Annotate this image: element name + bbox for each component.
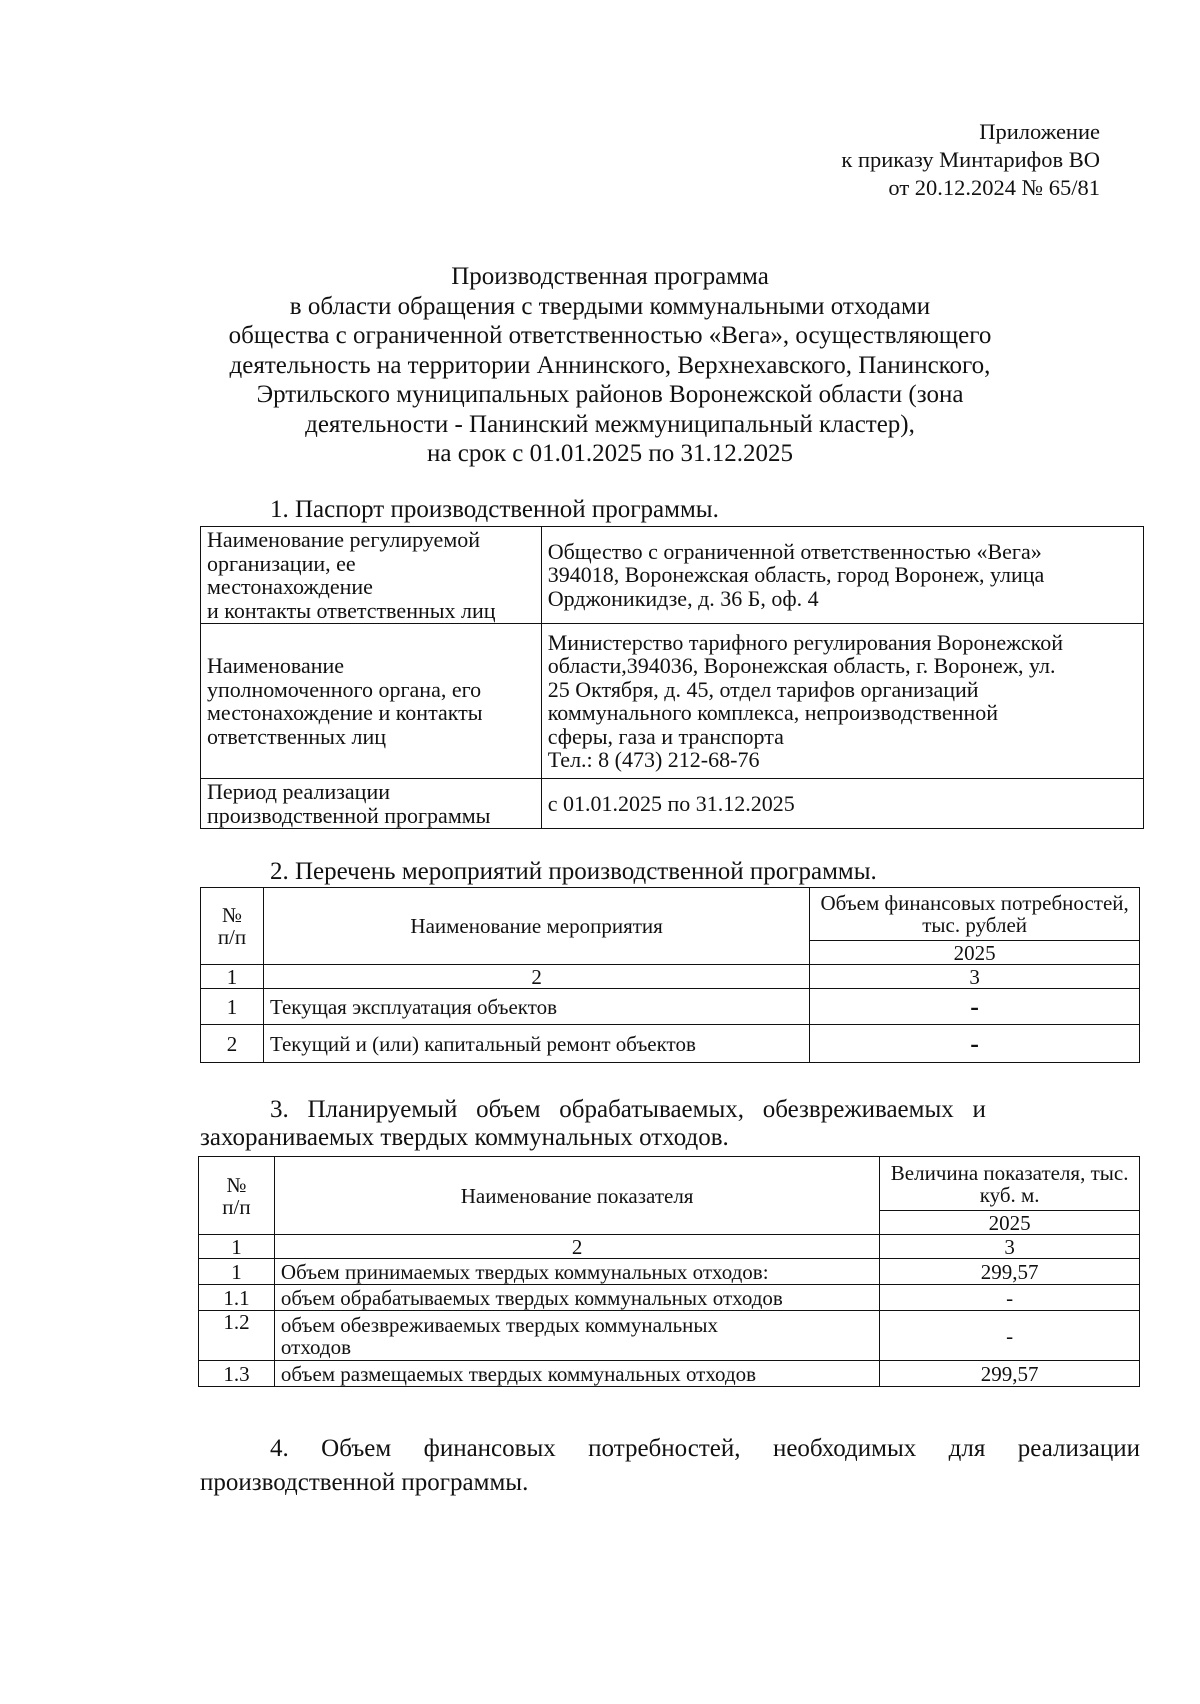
section3-heading-line: захораниваемых твердых коммунальных отходов.	[200, 1124, 729, 1151]
col-num-header: № п/п	[201, 888, 264, 965]
row-value: -	[810, 989, 1140, 1025]
appendix-line: Приложение	[979, 119, 1100, 144]
row-name: объем обезвреживаемых твердых коммунальных отходов	[274, 1311, 879, 1361]
index-cell: 2	[274, 1235, 879, 1259]
row-num: 1.2	[199, 1311, 275, 1361]
table-index-row	[201, 965, 1140, 989]
col-num-header: № п/п	[199, 1157, 275, 1235]
passport-value: Министерство тарифного регулирования Воронежской области,394036, Воронежская область, г. Воронеж, ул. 25 Октября, д. 45, отдел тарифов организаций коммунального комплекса, непроизводственной сферы, газа и транспорта Тел.: 8 (473) 212-68-76	[541, 624, 1143, 779]
row-num: 2	[201, 1025, 264, 1063]
table-row	[199, 1259, 1140, 1285]
passport-label: Период реализации производственной программы	[201, 779, 542, 829]
row-value: -	[880, 1285, 1140, 1311]
table-row	[199, 1285, 1140, 1311]
table-row	[201, 1025, 1140, 1063]
title-line: Эртильского муниципальных районов Воронежской области (зона	[256, 381, 964, 408]
row-name: Текущая эксплуатация объектов	[263, 989, 809, 1025]
row-value: -	[810, 1025, 1140, 1063]
title-line: деятельности - Панинский межмуниципальный кластер),	[305, 410, 915, 438]
passport-label: Наименование уполномоченного органа, его местонахождение и контакты ответственных лиц	[201, 624, 542, 779]
table-row	[201, 989, 1140, 1025]
row-num: 1	[199, 1259, 275, 1285]
col-name-header: Наименование показателя	[274, 1157, 879, 1235]
table-header-row	[199, 1157, 1140, 1211]
document-title	[160, 262, 1060, 469]
table-header-row	[201, 888, 1140, 941]
section4-line: производственной программы.	[200, 1469, 529, 1496]
index-cell: 1	[201, 965, 264, 989]
waste-volume-table	[198, 1156, 1140, 1387]
index-cell: 3	[810, 965, 1140, 989]
measures-table	[200, 887, 1140, 1063]
index-cell: 3	[880, 1235, 1140, 1259]
appendix-line: к приказу Минтарифов ВО	[841, 147, 1100, 172]
appendix-line: от 20.12.2024 № 65/81	[888, 175, 1100, 200]
section3-heading-line: 3. Планируемый объем обрабатываемых, обезвреживаемых и	[270, 1096, 986, 1123]
passport-label: Наименование регулируемой организации, ее местонахождение и контакты ответственных лиц	[201, 527, 542, 624]
col-year: 2025	[810, 941, 1140, 965]
col-value-header: Объем финансовых потребностей, тыс. рублей	[810, 888, 1140, 941]
index-cell: 2	[263, 965, 809, 989]
row-num: 1.3	[199, 1361, 275, 1387]
col-year: 2025	[880, 1211, 1140, 1235]
title-line: в области обращения с твердыми коммунальными отходами	[289, 292, 931, 320]
appendix-note	[841, 118, 1100, 202]
row-name: объем обрабатываемых твердых коммунальных отходов	[274, 1285, 879, 1311]
table-row	[199, 1361, 1140, 1387]
index-cell: 1	[199, 1235, 275, 1259]
row-value: 299,57	[880, 1361, 1140, 1387]
passport-value: с 01.01.2025 по 31.12.2025	[541, 779, 1143, 829]
row-name: Текущий и (или) капитальный ремонт объектов	[263, 1025, 809, 1063]
row-name: объем размещаемых твердых коммунальных отходов	[274, 1361, 879, 1387]
passport-row	[201, 624, 1144, 779]
row-num: 1	[201, 989, 264, 1025]
col-value-header: Величина показателя, тыс. куб. м.	[880, 1157, 1140, 1211]
table-index-row	[199, 1235, 1140, 1259]
row-num: 1.1	[199, 1285, 275, 1311]
row-name: Объем принимаемых твердых коммунальных отходов:	[274, 1259, 879, 1285]
table-row	[199, 1311, 1140, 1361]
passport-value: Общество с ограниченной ответственностью «Вега» 394018, Воронежская область, город Воронеж, улица Орджоникидзе, д. 36 Б, оф. 4	[541, 527, 1143, 624]
col-name-header: Наименование мероприятия	[263, 888, 809, 965]
section1-heading: 1. Паспорт производственной программы.	[270, 496, 719, 523]
title-line: деятельность на территории Аннинского, Верхнехавского, Панинского,	[229, 351, 991, 379]
row-value: -	[880, 1311, 1140, 1361]
section3-heading	[270, 1096, 1140, 1124]
row-value: 299,57	[880, 1259, 1140, 1285]
passport-row	[201, 527, 1144, 624]
title-line: общества с ограниченной ответственностью «Вега», осуществляющего	[228, 322, 992, 349]
section4-line: 4. Объем финансовых потребностей, необходимых для реализации	[270, 1435, 1140, 1462]
passport-table	[200, 526, 1144, 829]
passport-row	[201, 779, 1144, 829]
title-line: на срок с 01.01.2025 по 31.12.2025	[427, 440, 793, 467]
section2-heading: 2. Перечень мероприятий производственной программы.	[270, 858, 877, 885]
title-line: Производственная программа	[451, 263, 769, 290]
